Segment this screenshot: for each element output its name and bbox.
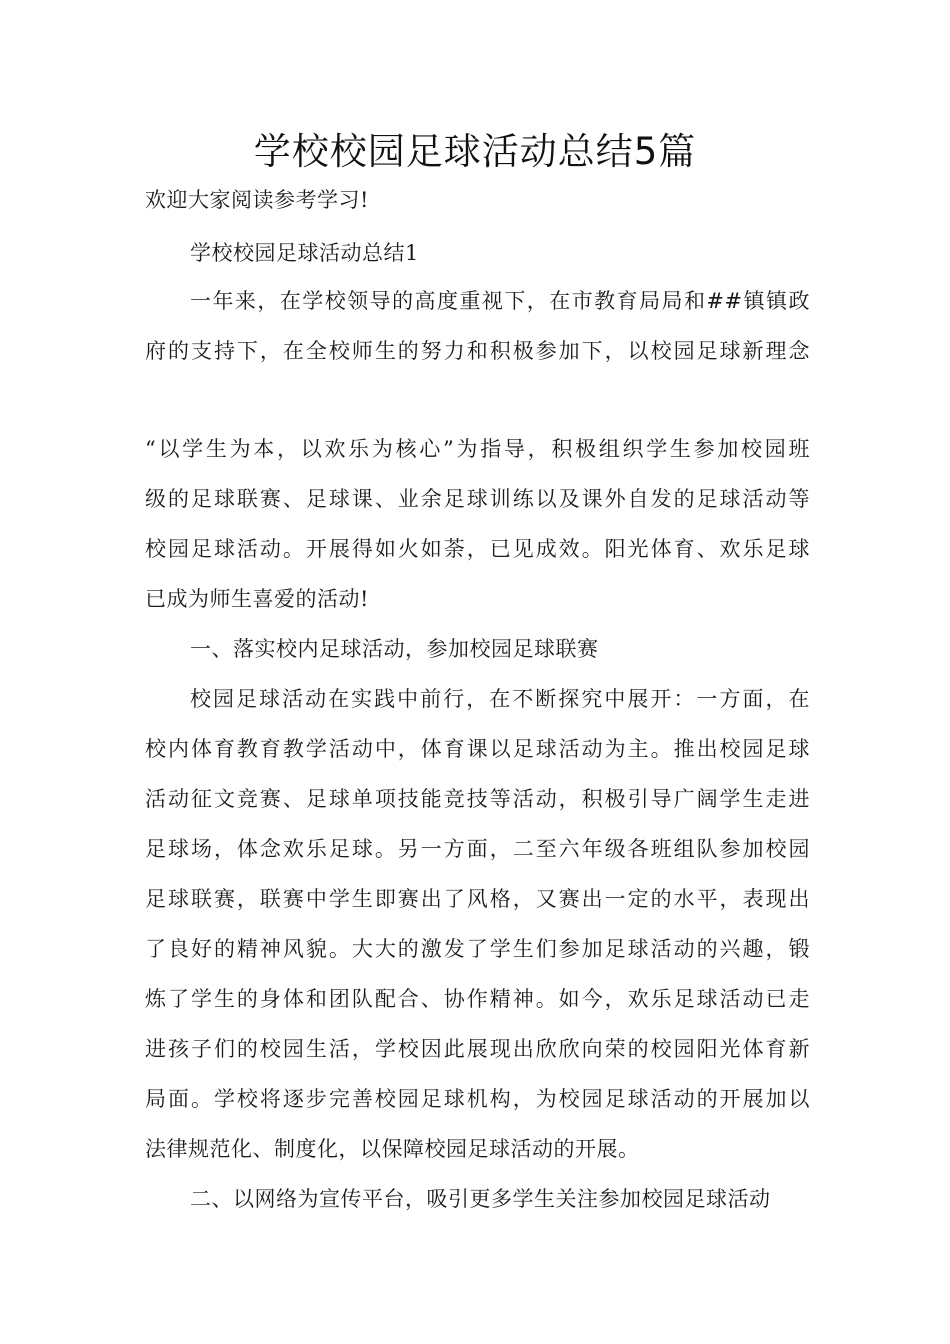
paragraph-line: 进孩子们的校园生活，学校因此展现出欣欣向荣的校园阳光体育新 [145, 1037, 810, 1061]
paragraph-line: 校园足球活动在实践中前行，在不断探究中展开：一方面，在 [190, 687, 810, 711]
paragraph-line: 了良好的精神风貌。大大的激发了学生们参加足球活动的兴趣，锻 [145, 937, 810, 961]
paragraph-line: 校内体育教育教学活动中，体育课以足球活动为主。推出校园足球 [145, 737, 810, 761]
section-heading: 学校校园足球活动总结1 [190, 241, 419, 265]
paragraph-line: 级的足球联赛、足球课、业余足球训练以及课外自发的足球活动等 [145, 487, 810, 511]
section-heading: 二、以网络为宣传平台，吸引更多学生关注参加校园足球活动 [190, 1187, 771, 1211]
paragraph-line: 一年来，在学校领导的高度重视下，在市教育局局和##镇镇政 [190, 289, 810, 313]
paragraph-line: 已成为师生喜爱的活动! [145, 587, 369, 611]
paragraph-line: 足球联赛，联赛中学生即赛出了风格，又赛出一定的水平，表现出 [145, 887, 810, 911]
paragraph-line: 足球场，体念欢乐足球。另一方面，二至六年级各班组队参加校园 [145, 837, 810, 861]
paragraph-line: 活动征文竞赛、足球单项技能竞技等活动，积极引导广阔学生走进 [145, 787, 810, 811]
paragraph-line: 局面。学校将逐步完善校园足球机构，为校园足球活动的开展加以 [145, 1087, 810, 1111]
intro-line: 欢迎大家阅读参考学习! [145, 188, 369, 212]
paragraph-line: 炼了学生的身体和团队配合、协作精神。如今，欢乐足球活动已走 [145, 987, 810, 1011]
section-heading: 一、落实校内足球活动，参加校园足球联赛 [190, 637, 599, 661]
paragraph-line: 校园足球活动。开展得如火如荼，已见成效。阳光体育、欢乐足球 [145, 537, 810, 561]
paragraph-line: 法律规范化、制度化，以保障校园足球活动的开展。 [145, 1137, 640, 1161]
paragraph-line: “以学生为本，以欢乐为核心”为指导，积极组织学生参加校园班 [145, 437, 810, 461]
paragraph-line: 府的支持下，在全校师生的努力和积极参加下，以校园足球新理念 [145, 339, 810, 363]
document-title: 学校校园足球活动总结5篇 [253, 130, 697, 173]
